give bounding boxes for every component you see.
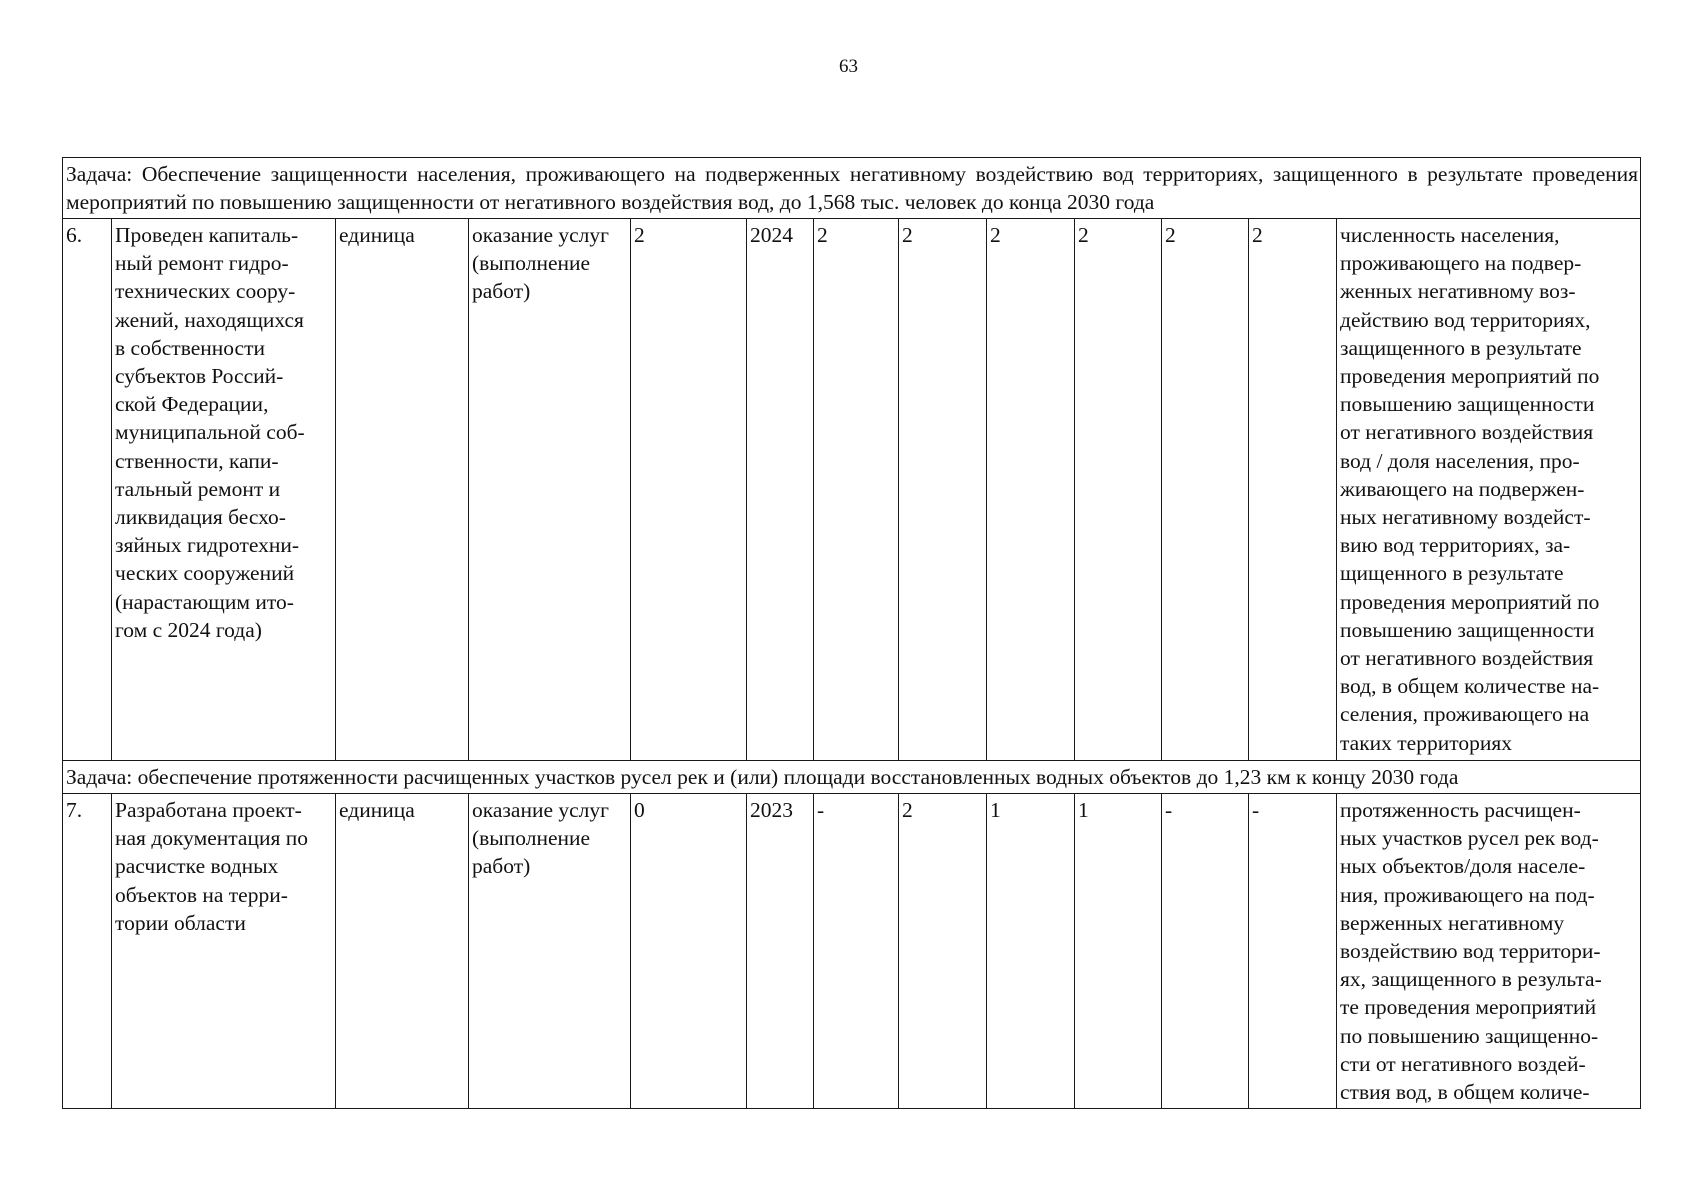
unit-of-measure: единица (336, 794, 469, 1109)
measure-type: оказание услуг (выполнение работ) (469, 794, 631, 1109)
task-header-row (63, 761, 1641, 794)
task-heading: Задача: Обеспечение защищенности населения, проживающего на подверженных негативному воздействию вод территориях, защищенного в результате проведения мероприятий по повышению защищенности от негативного воздействия вод, до 1,568 тыс. человек до конца 2030 года (63, 158, 1641, 219)
value-cell: 2 (814, 219, 899, 761)
page-number: 63 (839, 56, 858, 77)
linked-indicator: протяженность расчищен- ных участков русел рек вод- ных объектов/доля населе- ния, проживающего на под- верженных негативному воздействию вод территори- ях, защищенного в результа- те проведения мероприятий по повышению защищенно- сти от негативного воздей- ствия вод, в общем количе- (1337, 794, 1641, 1109)
measures-table (62, 157, 1641, 1109)
value-cell: 2 (899, 794, 987, 1109)
value-cell: 2 (899, 219, 987, 761)
table-row (63, 219, 1641, 761)
linked-indicator: численность населения, проживающего на подвер- женных негативному воз- действию вод территориях, защищенного в результате проведения мероприятий по повышению защищенности от негативного воздействия вод / доля населения, про- живающего на подвержен- ных негативному воздейст- вию вод территориях, за- щищенного в результате проведения мероприятий по повышению защищенности от негативного воздействия вод, в общем количестве на- селения, проживающего на таких территориях (1337, 219, 1641, 761)
table-row (63, 794, 1641, 1109)
base-year: 2024 (747, 219, 814, 761)
value-cell: 2 (1249, 219, 1337, 761)
measure-name: Проведен капиталь- ный ремонт гидро- технических соору- жений, находящихся в собственности субъектов Россий- ской Федерации, муниципальной соб- ственности, капи- тальный ремонт и ликвидация бесхо- зяйных гидротехни- ческих сооружений (нарастающим ито- гом с 2024 года) (112, 219, 336, 761)
row-number: 7. (63, 794, 112, 1109)
measure-type: оказание услуг (выполнение работ) (469, 219, 631, 761)
value-cell: 2 (987, 219, 1075, 761)
task-heading: Задача: обеспечение протяженности расчищенных участков русел рек и (или) площади восстановленных водных объектов до 1,23 км к концу 2030 года (63, 761, 1641, 794)
task-header-row (63, 158, 1641, 219)
value-cell: 1 (1075, 794, 1162, 1109)
row-number: 6. (63, 219, 112, 761)
value-cell: 2 (1162, 219, 1249, 761)
measure-name: Разработана проект- ная документация по расчистке водных объектов на терри- тории области (112, 794, 336, 1109)
value-cell: - (814, 794, 899, 1109)
value-cell: - (1162, 794, 1249, 1109)
base-value: 2 (631, 219, 747, 761)
base-value: 0 (631, 794, 747, 1109)
value-cell: 2 (1075, 219, 1162, 761)
unit-of-measure: единица (336, 219, 469, 761)
value-cell: 1 (987, 794, 1075, 1109)
value-cell: - (1249, 794, 1337, 1109)
base-year: 2023 (747, 794, 814, 1109)
